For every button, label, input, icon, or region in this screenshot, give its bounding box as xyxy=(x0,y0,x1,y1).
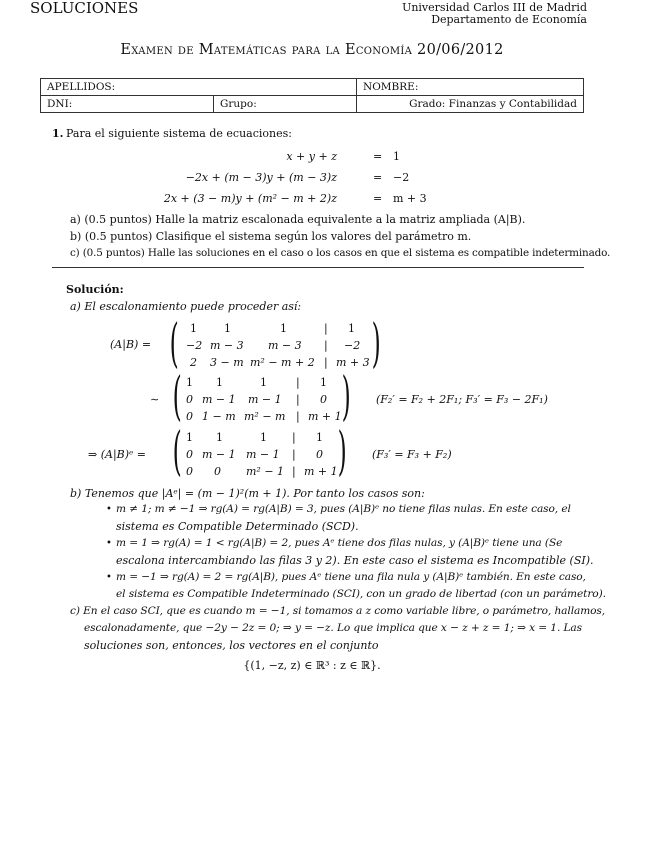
matrix-1-cell: 1 xyxy=(224,322,231,335)
matrix-2-cell: 1 xyxy=(320,376,327,389)
matrix-2-left-paren: ( xyxy=(172,367,182,427)
matrix-2-cell: m² − m xyxy=(244,410,286,423)
bullet-3: • xyxy=(106,572,112,583)
matrix-3-cell: m − 1 xyxy=(246,448,280,461)
equation-2-lhs: −2x + (m − 3)y + (m − 3)z xyxy=(185,171,337,184)
separator-line xyxy=(52,267,584,268)
matrix-3-cell: 1 xyxy=(216,431,223,444)
matrix-3-cell: 0 xyxy=(186,465,193,478)
bullet-3-line1: m = −1 ⇒ rg(A) = 2 = rg(A|B), pues Aᵉ tiene una fila nula y (A|B)ᵉ también. En este caso, xyxy=(116,571,586,583)
header-soluciones: SOLUCIONES xyxy=(30,0,139,17)
problem-number: 1. xyxy=(52,127,64,140)
bullet-1: • xyxy=(106,504,112,515)
solution-c-line1: c) En el caso SCI, que es cuando m = −1, si tomamos a z como variable libre, o parámetro, hallamos, xyxy=(70,605,606,617)
matrix-3-cell: | xyxy=(292,448,296,461)
matrix-2-cell: m − 1 xyxy=(248,393,282,406)
matrix-2-cell: m − 1 xyxy=(202,393,236,406)
matrix-2-cell: 1 xyxy=(260,376,267,389)
matrix-1-cell: | xyxy=(324,356,328,369)
matrix-1-cell: 1 xyxy=(280,322,287,335)
matrix-1-cell: −2 xyxy=(344,339,361,352)
matrix-1-cell: m − 3 xyxy=(210,339,244,352)
apellidos-cell: APELLIDOS: xyxy=(41,79,357,96)
matrix-1-cell: −2 xyxy=(186,339,203,352)
matrix-1-cell: 3 − m xyxy=(210,356,244,369)
equation-3-eq: = xyxy=(373,192,383,205)
equation-1-eq: = xyxy=(373,150,383,163)
bullet-1-line2: sistema es Compatible Determinado (SCD). xyxy=(116,520,359,533)
matrix-3-cell: 0 xyxy=(186,448,193,461)
matrix-1-cell: | xyxy=(324,322,328,335)
matrix-3-cell: 1 xyxy=(186,431,193,444)
problem-part-b: b) (0.5 puntos) Clasifique el sistema según los valores del parámetro m. xyxy=(70,230,472,243)
matrix-3-cell: 0 xyxy=(214,465,221,478)
matrix-3-cell: | xyxy=(292,465,296,478)
problem-intro: Para el siguiente sistema de ecuaciones: xyxy=(66,127,292,140)
equation-2-eq: = xyxy=(373,171,383,184)
matrix-2-cell: 0 xyxy=(320,393,327,406)
matrix-3-left-paren: ( xyxy=(172,422,182,482)
matrix-3-cell: | xyxy=(292,431,296,444)
matrix-2-cell: m + 1 xyxy=(308,410,342,423)
matrix-1-cell: 2 xyxy=(190,356,197,369)
matrix-2-label: ∼ xyxy=(150,393,160,406)
solution-b-intro: b) Tenemos que |Aᵉ| = (m − 1)²(m + 1). Por tanto los casos son: xyxy=(70,487,425,500)
matrix-2-row-operations: (F₂′ = F₂ + 2F₁; F₃′ = F₃ − 2F₁) xyxy=(376,393,548,406)
bullet-1-line1: m ≠ 1; m ≠ −1 ⇒ rg(A) = rg(A|B) = 3, pues (A|B)ᵉ no tiene filas nulas. En este caso, el xyxy=(116,503,571,515)
solution-a-intro: a) El escalonamiento puede proceder así: xyxy=(70,300,302,313)
matrix-2-right-paren: ) xyxy=(341,367,351,427)
matrix-1-cell: m² − m + 2 xyxy=(250,356,315,369)
exam-title: Examen de Matemáticas para la Economía 20/06/2012 xyxy=(120,42,504,58)
matrix-1-right-paren: ) xyxy=(371,314,381,374)
solution-c-line2: escalonadamente, que −2y − 2z = 0; ⇒ y = −z. Lo que implica que x − z + z = 1; ⇒ x = 1. Las xyxy=(84,622,582,634)
bullet-3-line2: el sistema es Compatible Indeterminado (SCI), con un grado de libertad (con un parámetro). xyxy=(116,588,606,600)
matrix-3-cell: m − 1 xyxy=(202,448,236,461)
problem-part-c: c) (0.5 puntos) Halle las soluciones en el caso o los casos en que el sistema es compatible indeterminado. xyxy=(70,247,611,259)
solution-c-line3: soluciones son, entonces, los vectores en el conjunto xyxy=(84,639,379,652)
header-university xyxy=(402,2,587,26)
equation-1-rhs: 1 xyxy=(393,150,400,163)
problem-part-a: a) (0.5 puntos) Halle la matriz escalonada equivalente a la matriz ampliada (A|B). xyxy=(70,213,526,226)
grupo-cell: Grupo: xyxy=(214,96,357,113)
matrix-3-cell: 1 xyxy=(316,431,323,444)
student-info-table xyxy=(40,78,584,113)
header-university-line2: Departamento de Economía xyxy=(431,13,587,26)
equation-2-rhs: −2 xyxy=(393,171,410,184)
dni-cell: DNI: xyxy=(41,96,214,113)
matrix-3-cell: m + 1 xyxy=(304,465,338,478)
matrix-3-right-paren: ) xyxy=(337,422,347,482)
matrix-1-cell: 1 xyxy=(190,322,197,335)
matrix-3-label: ⇒ (A|B)ᵉ = xyxy=(88,448,147,461)
matrix-2-cell: | xyxy=(296,376,300,389)
matrix-2-cell: 0 xyxy=(186,410,193,423)
header-university-line1: Universidad Carlos III de Madrid xyxy=(402,1,587,14)
equation-3-lhs: 2x + (3 − m)y + (m² − m + 2)z xyxy=(163,192,337,205)
matrix-2-cell: 1 xyxy=(216,376,223,389)
equation-3-rhs: m + 3 xyxy=(393,192,427,205)
matrix-2-cell: 1 − m xyxy=(202,410,236,423)
bullet-2-line2: escalona intercambiando las filas 3 y 2). En este caso el sistema es Incompatible (SI). xyxy=(116,554,594,567)
matrix-1-left-paren: ( xyxy=(169,314,179,374)
bullet-2-line1: m = 1 ⇒ rg(A) = 1 < rg(A|B) = 2, pues Aᵉ tiene dos filas nulas, y (A|B)ᵉ tiene una (Se xyxy=(116,537,563,549)
equation-1-lhs: x + y + z xyxy=(286,150,337,163)
bullet-2: • xyxy=(106,538,112,549)
solution-set: {(1, −z, z) ∈ ℝ³ : z ∈ ℝ}. xyxy=(243,659,381,672)
matrix-2-cell: 1 xyxy=(186,376,193,389)
solution-heading: Solución: xyxy=(66,283,124,296)
matrix-3-cell: 0 xyxy=(316,448,323,461)
matrix-2-cell: 0 xyxy=(186,393,193,406)
matrix-3-row-operations: (F₃′ = F₃ + F₂) xyxy=(372,448,452,461)
nombre-cell: NOMBRE: xyxy=(357,79,584,96)
matrix-1-cell: m − 3 xyxy=(268,339,302,352)
matrix-1-label: (A|B) = xyxy=(110,338,152,351)
grado-cell: Grado: Finanzas y Contabilidad xyxy=(357,96,584,113)
matrix-2-cell: | xyxy=(296,410,300,423)
matrix-3-cell: m² − 1 xyxy=(246,465,285,478)
matrix-2-cell: | xyxy=(296,393,300,406)
matrix-3-cell: 1 xyxy=(260,431,267,444)
matrix-1-cell: | xyxy=(324,339,328,352)
matrix-1-cell: m + 3 xyxy=(336,356,370,369)
matrix-1-cell: 1 xyxy=(348,322,355,335)
